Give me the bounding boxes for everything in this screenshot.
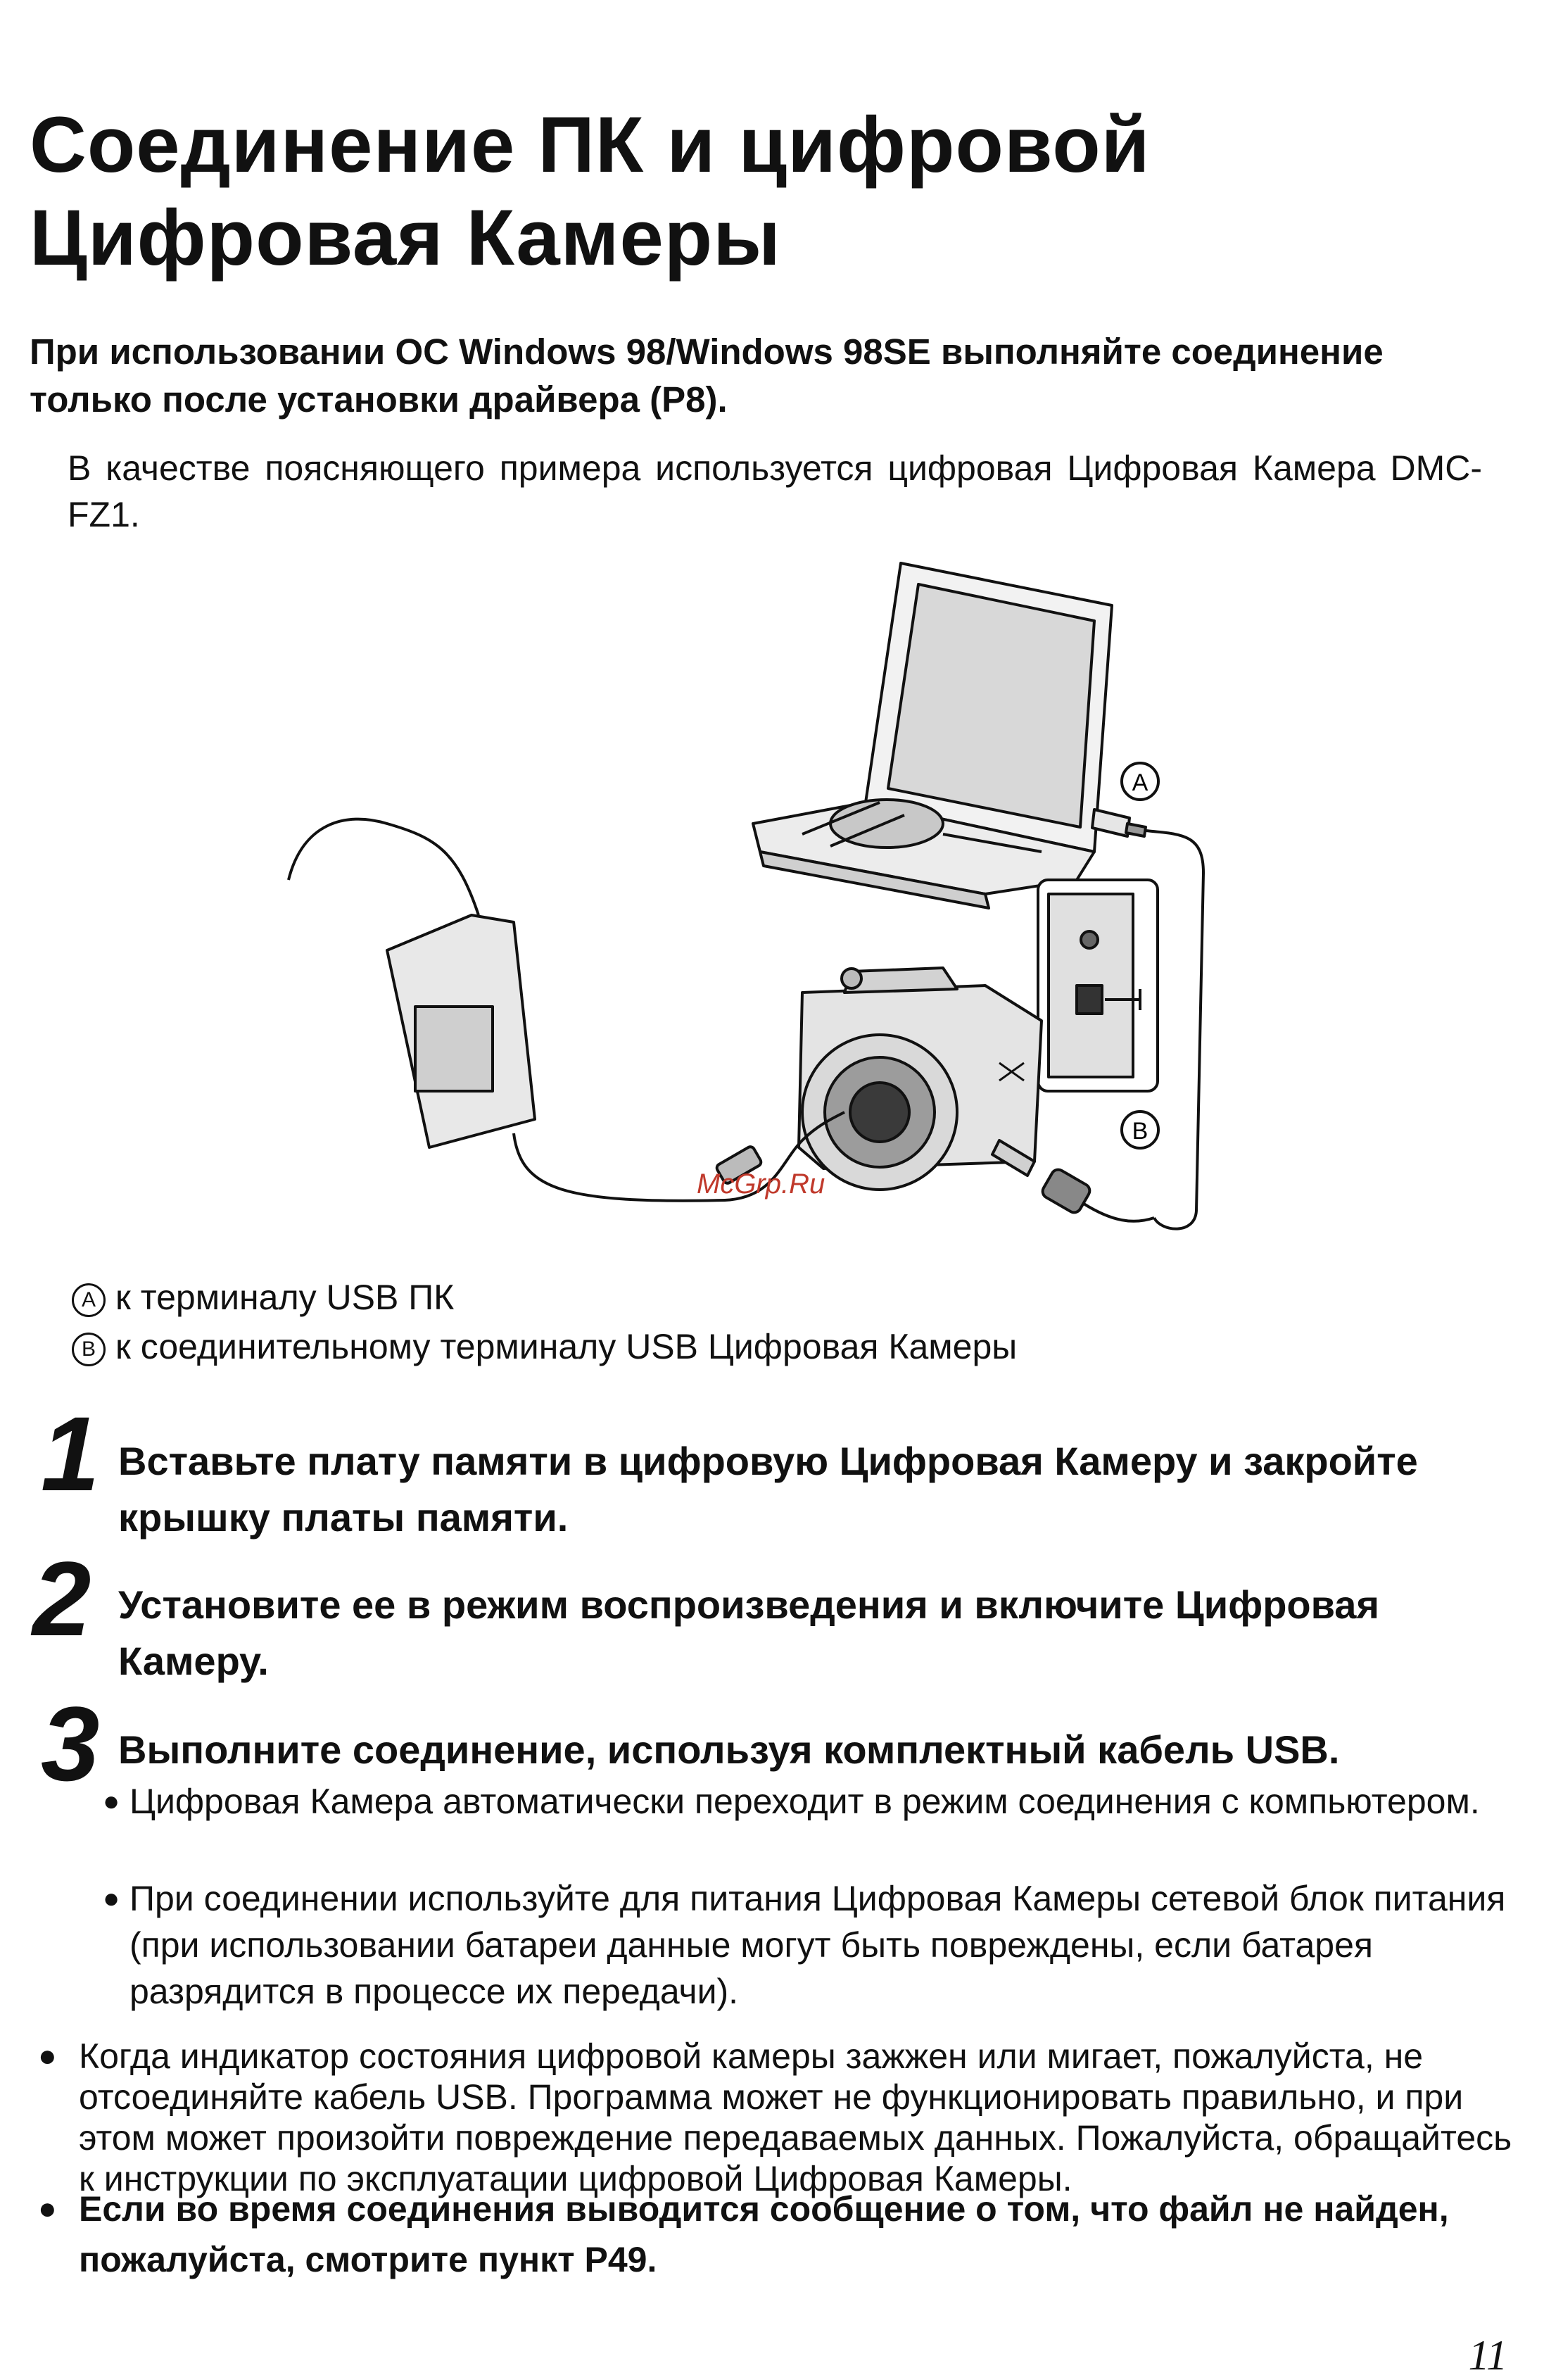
label-b-text: B [1132, 1118, 1148, 1145]
note-item: ● Когда индикатор состояния цифровой камеры зажжен или мигает, пожалуйста, не отсоединяйте кабель USB. Программа может не функционировать правильно, и при этом может произойти повреждение передаваемых данных. Пожалуйста, обращайтесь к инструкции по эксплуатации цифровой Цифровая Камеры. [79, 2036, 1514, 2199]
usb-plug-a-icon [1092, 810, 1146, 836]
page-number: 11 [1468, 2332, 1507, 2379]
laptop-icon [753, 563, 1112, 908]
label-a-text: A [1132, 769, 1148, 796]
title-line-1: Соединение ПК и цифровой [30, 101, 1151, 189]
step-3-bullet: ● При соединении используйте для питания Цифровая Камеры сетевой блок питания (при использовании батареи данные могут быть повреждены, если батарея разрядится в процессе их передачи). [129, 1875, 1509, 2015]
intro-warning: При использовании ОС Windows 98/Windows 98SE выполняйте соединение только после установки драйвера (P8). [30, 332, 1384, 420]
label-b-marker [1122, 1112, 1158, 1148]
connection-diagram-svg [267, 556, 1295, 1253]
legend-b-text: к соединительному терминалу USB Цифровая Камеры [115, 1327, 1018, 1366]
legend-b-mark: B [72, 1333, 106, 1366]
legend-a-mark: A [72, 1283, 106, 1317]
usb-plug-b-icon [992, 1140, 1154, 1221]
step-1-number: 1 [41, 1394, 100, 1513]
step-2-number: 2 [32, 1540, 91, 1658]
camera-terminal-inset [1038, 880, 1158, 1091]
title-line-2: Цифровая Камеры [30, 194, 781, 282]
step-3-bullet: ● Цифровая Камера автоматически переходит в режим соединения с компьютером. [129, 1778, 1509, 1825]
legend-item-a [72, 1274, 454, 1321]
ac-adapter-icon [289, 819, 844, 1201]
legend-a-text: к терминалу USB ПК [115, 1278, 455, 1317]
watermark: McGrp.Ru [697, 1169, 825, 1200]
step-3-text: Выполните соединение, используя комплектный кабель USB. [118, 1727, 1340, 1772]
step-2-text: Установите ее в режим воспроизведения и включите Цифровая Камеру. [118, 1582, 1380, 1683]
legend-item-b [72, 1323, 1017, 1370]
label-a-marker [1122, 763, 1158, 800]
connection-illustration [267, 556, 1295, 1253]
note-item-bold: ● Если во время соединения выводится сообщение о том, что файл не найден, пожалуйста, смотрите пункт P49. [79, 2184, 1514, 2285]
step-1-text: Вставьте плату памяти в цифровую Цифровая Камеру и закройте крышку платы памяти. [118, 1439, 1418, 1540]
page-title [30, 99, 1151, 284]
step-3-number: 3 [41, 1685, 100, 1803]
intro-text: В качестве поясняющего примера используется цифровая Цифровая Камера DMC-FZ1. [68, 448, 1482, 534]
